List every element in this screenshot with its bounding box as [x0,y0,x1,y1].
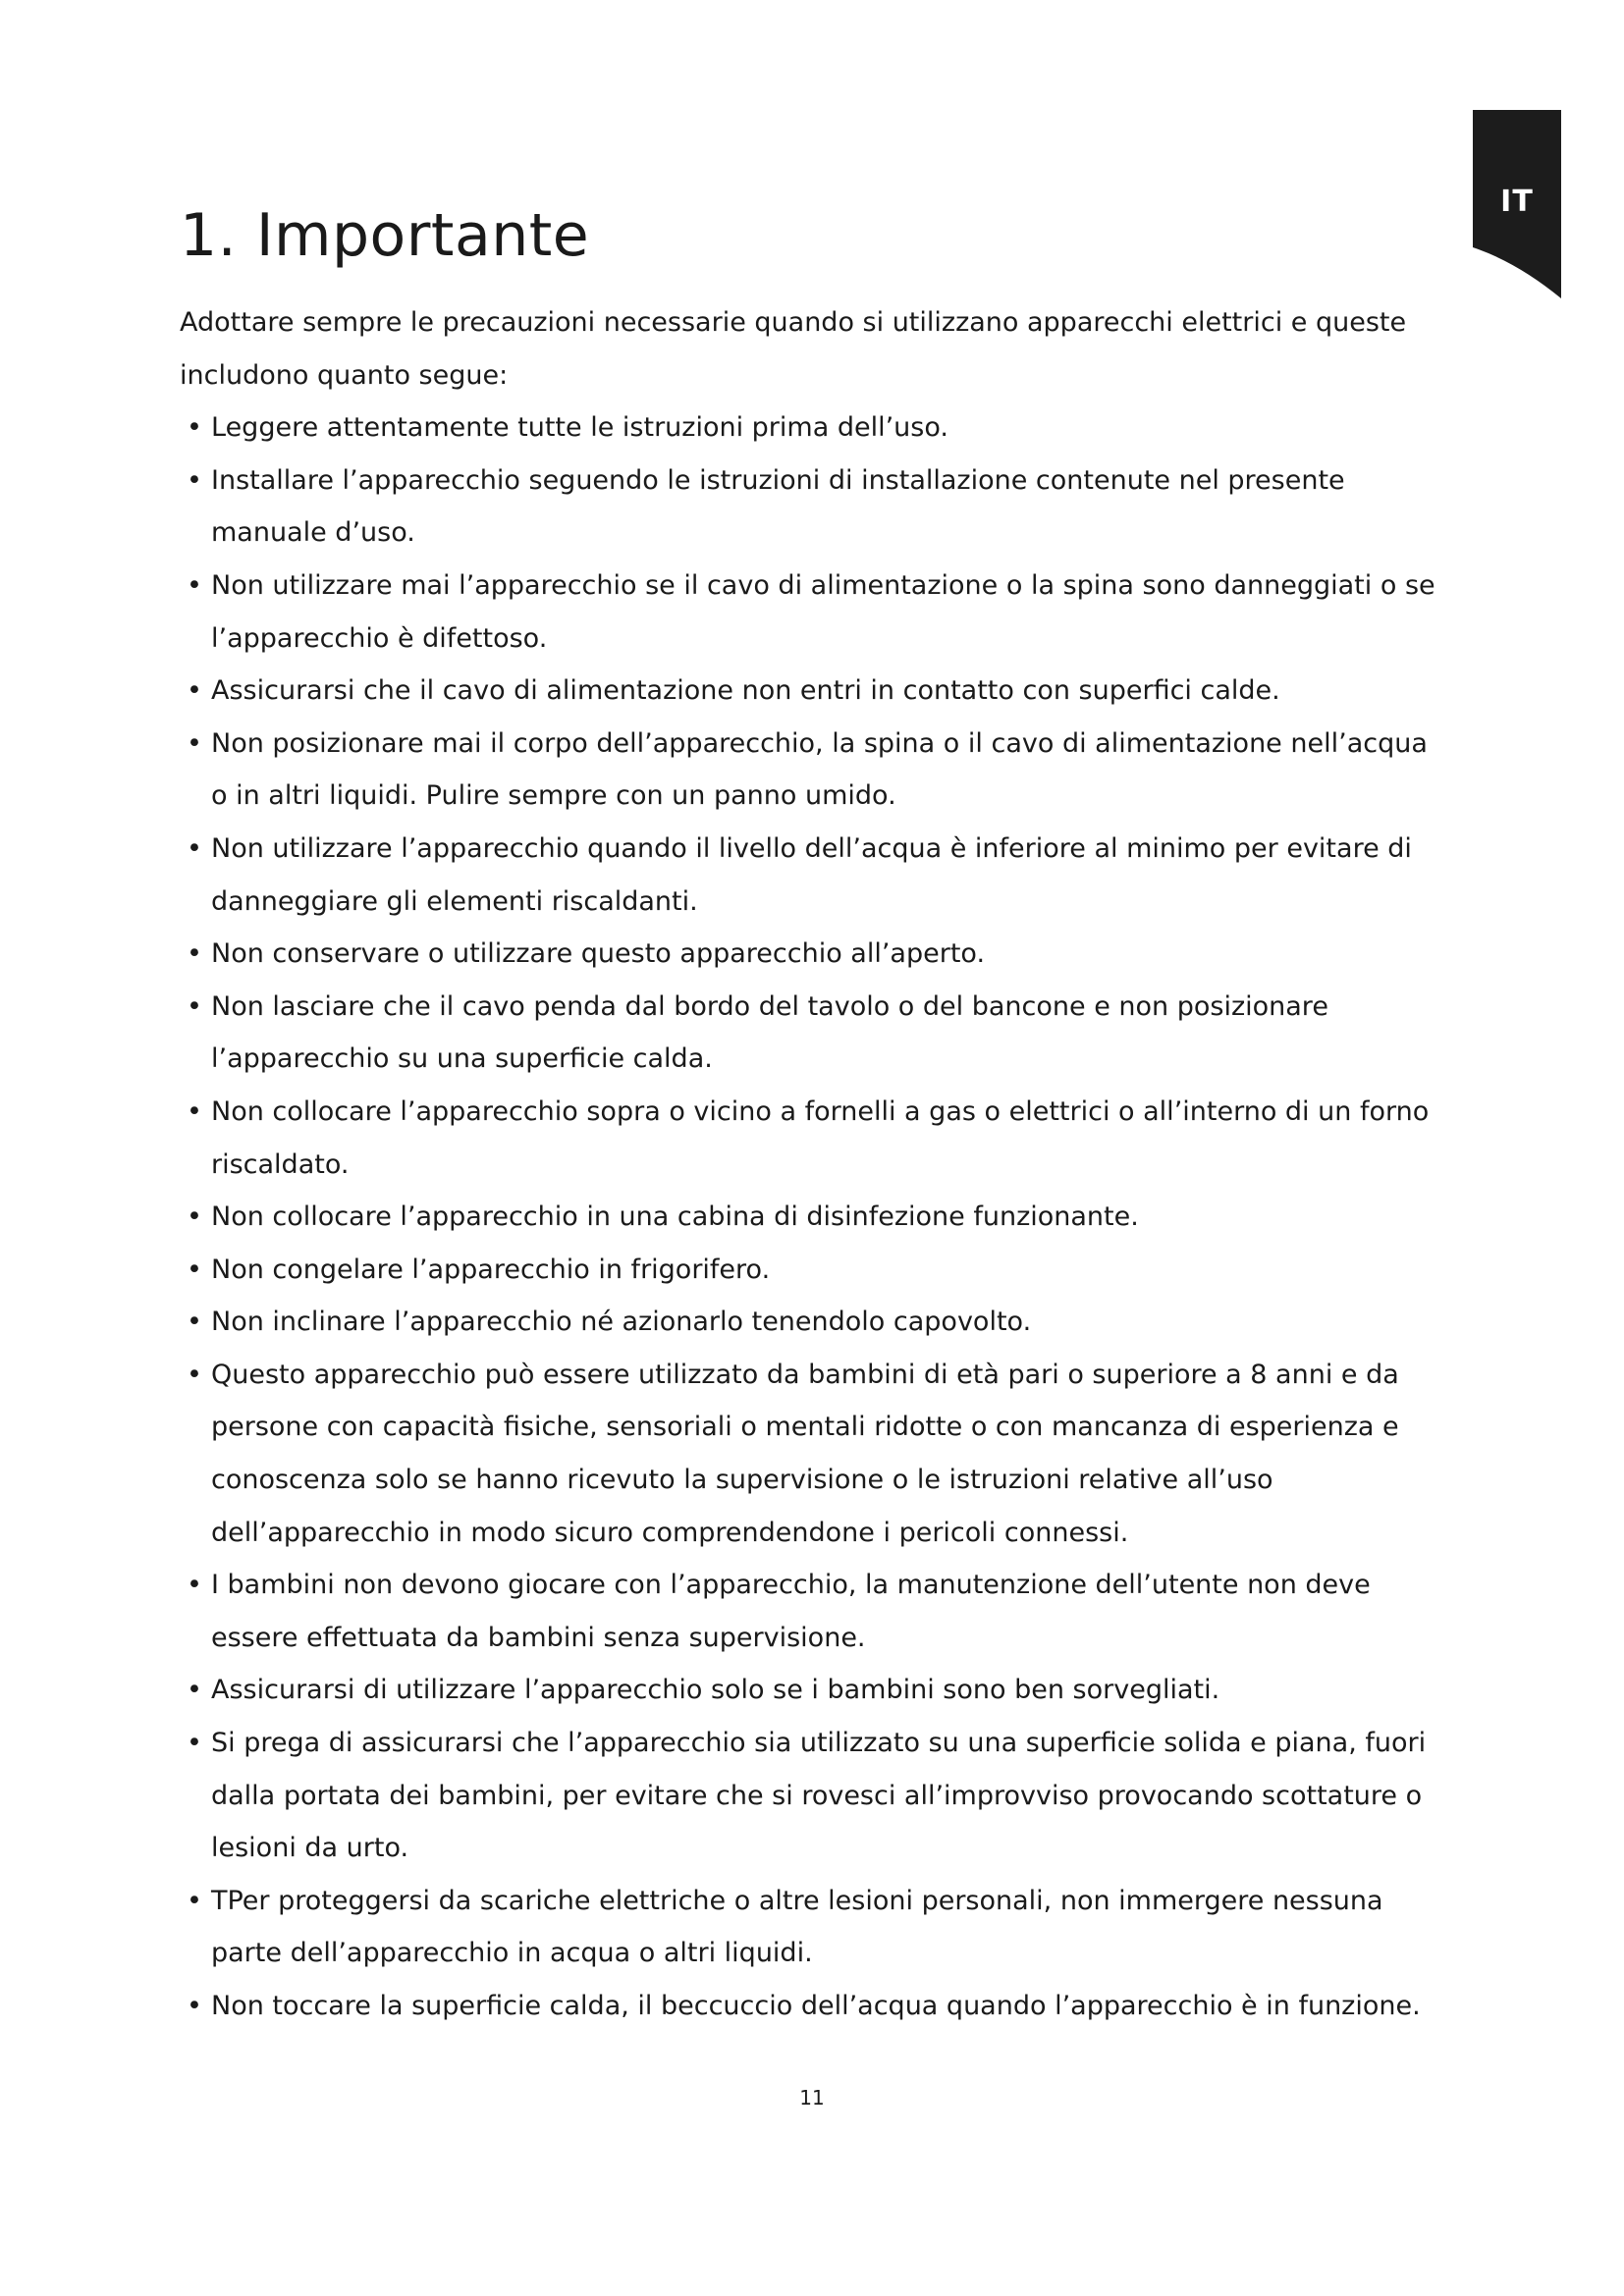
list-item: • Questo apparecchio può essere utilizzato da bambini di età pari o superiore a 8 anni e da persone con capacità fisiche, sensoriali o mentali ridotte o con mancanza di esperienza e conoscenza solo se hanno ricevuto la supervisione o le istruzioni relative all’uso dell’apparecchio in modo sicuro comprendendone i pericoli connessi. [180,1349,1446,1559]
safety-section [180,296,1446,2033]
list-item: • I bambini non devono giocare con l’apparecchio, la manutenzione dell’utente non deve essere effettuata da bambini senza supervisione. [180,1559,1446,1664]
list-item: • Non conservare o utilizzare questo apparecchio all’aperto. [180,928,1446,981]
language-tab [1473,110,1561,298]
list-item: • Non inclinare l’apparecchio né azionarlo tenendolo capovolto. [180,1296,1446,1349]
list-item: • Non utilizzare mai l’apparecchio se il cavo di alimentazione o la spina sono danneggiati o se l’apparecchio è difettoso. [180,560,1446,665]
page-title: 1. Importante [180,201,590,270]
list-item: • Assicurarsi di utilizzare l’apparecchio solo se i bambini sono ben sorvegliati. [180,1664,1446,1717]
list-item: • Non congelare l’apparecchio in frigorifero. [180,1244,1446,1297]
list-item: • Non collocare l’apparecchio in una cabina di disinfezione funzionante. [180,1191,1446,1244]
page-number: 11 [799,2086,825,2109]
list-item: • Installare l’apparecchio seguendo le istruzioni di installazione contenute nel presente manuale d’uso. [180,454,1446,560]
list-item: • Non collocare l’apparecchio sopra o vicino a fornelli a gas o elettrici o all’interno di un forno riscaldato. [180,1086,1446,1191]
list-item: • Non posizionare mai il corpo dell’apparecchio, la spina o il cavo di alimentazione nell’acqua o in altri liquidi. Pulire sempre con un panno umido. [180,718,1446,823]
safety-list [180,401,1446,2032]
list-item: • Assicurarsi che il cavo di alimentazione non entri in contatto con superfici calde. [180,665,1446,718]
intro-paragraph: Adottare sempre le precauzioni necessarie quando si utilizzano apparecchi elettrici e queste includono quanto segue: [180,307,1407,391]
list-item: • Non utilizzare l’apparecchio quando il livello dell’acqua è inferiore al minimo per evitare di danneggiare gli elementi riscaldanti. [180,823,1446,928]
list-item: • Leggere attentamente tutte le istruzioni prima dell’uso. [180,401,1446,454]
list-item: • Non lasciare che il cavo penda dal bordo del tavolo o del bancone e non posizionare l’apparecchio su una superficie calda. [180,981,1446,1086]
language-label: IT [1500,185,1534,219]
list-item: • Si prega di assicurarsi che l’apparecchio sia utilizzato su una superficie solida e piana, fuori dalla portata dei bambini, per evitare che si rovesci all’improvviso provocando scottature o lesioni da urto. [180,1717,1446,1875]
list-item: • Non toccare la superficie calda, il beccuccio dell’acqua quando l’apparecchio è in funzione. [180,1980,1446,2033]
list-item: • TPer proteggersi da scariche elettriche o altre lesioni personali, non immergere nessuna parte dell’apparecchio in acqua o altri liquidi. [180,1875,1446,1980]
